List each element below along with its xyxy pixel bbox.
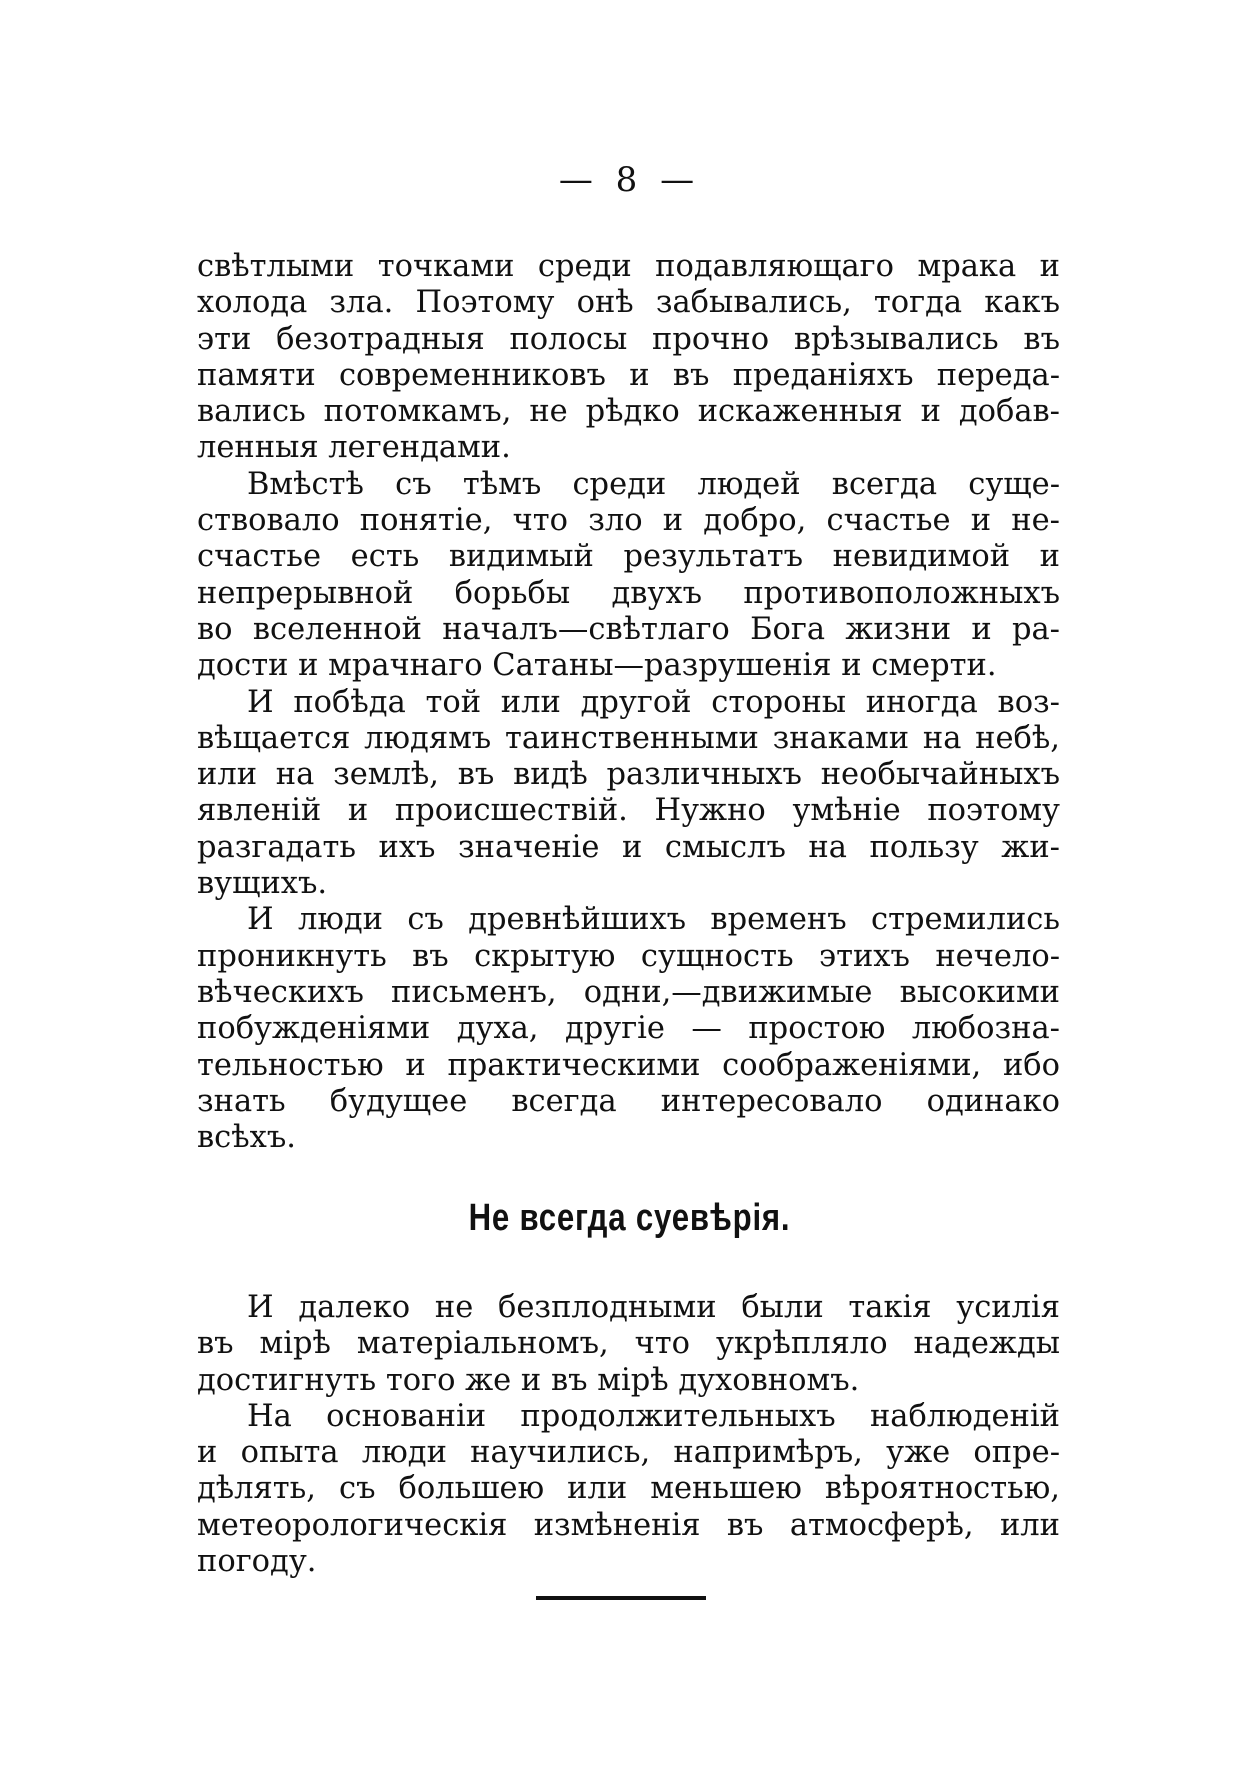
text-line: метеорологическія измѣненія въ атмосферѣ, или [197, 1507, 1060, 1543]
text-line: непрерывной борьбы двухъ противоположныхъ [197, 575, 1060, 611]
text-line: свѣтлыми точками среди подавляющаго мрака и [197, 249, 1060, 284]
text-line: Вмѣстѣ съ тѣмъ среди людей всегда суще- [247, 466, 1060, 502]
text-line: знать будущее всегда интересовало одинако [197, 1083, 1060, 1119]
text-line: ленныя легендами. [197, 430, 511, 466]
text-line: погоду. [197, 1544, 317, 1580]
text-line: и опыта люди научились, напримѣръ, уже опре- [197, 1435, 1060, 1471]
text-line: побужденіями духа, другіе — простою любозна- [197, 1011, 1060, 1047]
text-line: вѣческихъ письменъ, одни,—движимые высокими [197, 974, 1060, 1010]
text-line: достигнуть того же и въ мірѣ духовномъ. [197, 1362, 860, 1398]
text-line: явленій и происшествій. Нужно умѣніе поэтому [197, 793, 1060, 829]
text-line: счастье есть видимый результатъ невидимой и [197, 539, 1060, 575]
section-heading: Не всегда суевѣрія. [468, 1197, 791, 1239]
text-line: И далеко не безплодными были такія усилія [247, 1290, 1060, 1325]
text-line: вались потомкамъ, не рѣдко искаженныя и добав- [197, 394, 1060, 430]
text-line: тельностью и практическими соображеніями, ибо [197, 1047, 1060, 1083]
bottom-text-block [197, 1290, 1060, 1580]
text-line: или на землѣ, въ видѣ различныхъ необычайныхъ [197, 757, 1060, 793]
text-line: разгадать ихъ значеніе и смыслъ на пользу жи- [197, 829, 1060, 865]
end-rule [536, 1596, 706, 1600]
text-line: дѣлять, съ большею или меньшею вѣроятностью, [197, 1471, 1060, 1507]
text-line: проникнуть въ скрытую сущность этихъ нечело- [197, 938, 1060, 974]
text-line: дости и мрачнаго Сатаны—разрушенія и смерти. [197, 648, 997, 684]
text-line: И люди съ древнѣйшихъ временъ стремились [247, 902, 1060, 938]
text-line: На основаніи продолжительныхъ наблюденій [247, 1398, 1060, 1434]
text-line: всѣхъ. [197, 1120, 296, 1156]
text-line: вущихъ. [197, 866, 328, 902]
page-number: — 8 — [558, 160, 701, 200]
text-line: памяти современниковъ и въ преданіяхъ переда- [197, 357, 1060, 393]
text-line: холода зла. Поэтому онѣ забывались, тогда какъ [197, 285, 1060, 321]
text-line: во вселенной началъ—свѣтлаго Бога жизни и ра- [197, 611, 1060, 647]
text-line: ствовало понятіе, что зло и добро, счастье и не- [197, 503, 1060, 539]
top-text-block [197, 249, 1060, 1156]
text-line: эти безотрадныя полосы прочно врѣзывались въ [197, 321, 1060, 357]
text-line: въ мірѣ матеріальномъ, что укрѣпляло надежды [197, 1326, 1060, 1362]
text-line: И побѣда той или другой стороны иногда воз- [247, 684, 1060, 720]
text-line: вѣщается людямъ таинственными знаками на небѣ, [197, 720, 1060, 756]
